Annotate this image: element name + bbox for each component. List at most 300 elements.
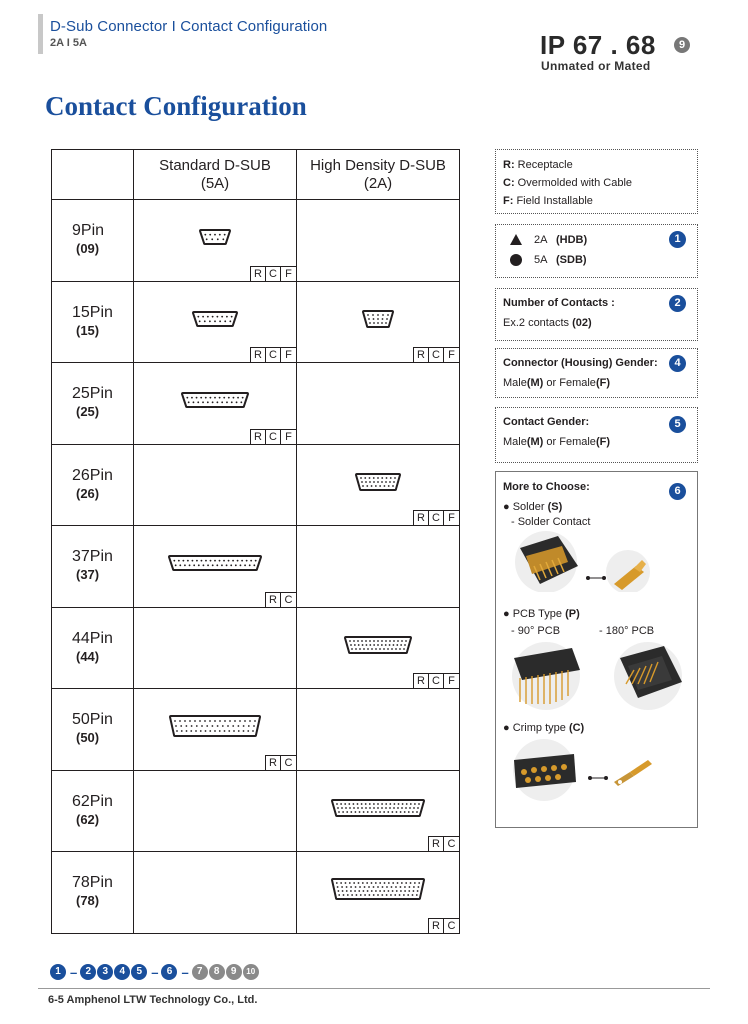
high-density-dsub-cell bbox=[297, 607, 460, 689]
connector-pin bbox=[373, 894, 375, 896]
connector-pin bbox=[371, 890, 373, 892]
footer-divider bbox=[38, 988, 710, 989]
connector-pin bbox=[182, 560, 184, 562]
connector-pin bbox=[343, 894, 345, 896]
connector-pin bbox=[418, 803, 420, 805]
connector-pin bbox=[350, 890, 352, 892]
col-standard-sub: (5A) bbox=[200, 174, 230, 192]
pin-label: 25Pin bbox=[72, 385, 113, 402]
connector-pin bbox=[366, 644, 368, 646]
connector-pin bbox=[377, 886, 379, 888]
connector-pin bbox=[221, 564, 223, 566]
connector-pin bbox=[365, 803, 367, 805]
connector-pin bbox=[377, 640, 379, 642]
connector-pin bbox=[359, 811, 361, 813]
connector-pin bbox=[227, 725, 229, 727]
connector-pin bbox=[351, 648, 353, 650]
housing-female-code: (F) bbox=[595, 377, 610, 389]
col-hd-sub: (2A) bbox=[363, 174, 393, 192]
connector-pin bbox=[382, 886, 384, 888]
connector-pin bbox=[181, 730, 183, 732]
connector-pin bbox=[217, 238, 219, 240]
standard-options bbox=[250, 266, 296, 281]
legend-number-of-contacts bbox=[495, 288, 698, 341]
pin-code: (37) bbox=[76, 567, 100, 582]
connector-pin bbox=[188, 401, 190, 403]
connector-pin bbox=[189, 564, 191, 566]
table-header-blank bbox=[52, 150, 134, 200]
option-r: R bbox=[266, 593, 281, 607]
connector-pin bbox=[175, 564, 177, 566]
high-density-connector-icon bbox=[343, 635, 413, 655]
connector-pin bbox=[209, 397, 211, 399]
connector-pin bbox=[219, 320, 221, 322]
connector-pin bbox=[190, 730, 192, 732]
connector-pin bbox=[398, 803, 400, 805]
legend-housing-gender bbox=[495, 348, 698, 398]
connector-pin bbox=[391, 811, 393, 813]
pin-label: 9Pin bbox=[72, 222, 105, 239]
sequence-dash: – bbox=[181, 964, 189, 980]
connector-pin bbox=[345, 882, 347, 884]
high-density-dsub-cell bbox=[297, 281, 460, 363]
option-r: R bbox=[414, 511, 429, 525]
connector-pin bbox=[353, 807, 355, 809]
table-row bbox=[52, 770, 460, 852]
connector-pin bbox=[404, 890, 406, 892]
contacts-code: (02) bbox=[572, 317, 592, 329]
connector-pin bbox=[382, 318, 384, 320]
connector-pin bbox=[221, 401, 223, 403]
high-density-dsub-cell bbox=[297, 852, 460, 934]
connector-pin bbox=[368, 886, 370, 888]
connector-pin bbox=[401, 807, 403, 809]
connector-pin bbox=[368, 894, 370, 896]
pin-code: (25) bbox=[76, 404, 100, 419]
connector-pin bbox=[377, 807, 379, 809]
connector-pin bbox=[416, 811, 418, 813]
connector-pin bbox=[400, 890, 402, 892]
pcb-180-label: - 180° PCB bbox=[599, 625, 655, 637]
connector-pin bbox=[363, 890, 365, 892]
connector-pin bbox=[381, 894, 383, 896]
connector-pin bbox=[418, 886, 420, 888]
badge-4: 4 bbox=[669, 355, 686, 372]
high-density-dsub-cell bbox=[297, 526, 460, 608]
connector-pin bbox=[229, 320, 231, 322]
connector-pin bbox=[363, 811, 365, 813]
option-f: F bbox=[448, 512, 455, 524]
option-r: R bbox=[251, 430, 266, 444]
connector-pin bbox=[369, 803, 371, 805]
connector-pin bbox=[234, 720, 236, 722]
connector-pin bbox=[417, 807, 419, 809]
connector-pin bbox=[357, 807, 359, 809]
connector-pin bbox=[214, 320, 216, 322]
table-row bbox=[52, 281, 460, 363]
connector-pin bbox=[413, 890, 415, 892]
connector-pin bbox=[367, 890, 369, 892]
connector-pin bbox=[191, 725, 193, 727]
sequence-step: 7 bbox=[192, 964, 208, 980]
connector-pin bbox=[397, 807, 399, 809]
connector-pin bbox=[209, 720, 211, 722]
option-c: C bbox=[266, 430, 281, 444]
more-to-choose-panel bbox=[495, 471, 698, 828]
connector-pin bbox=[226, 315, 228, 317]
connector-pin bbox=[236, 401, 238, 403]
connector-pin bbox=[176, 730, 178, 732]
connector-pin bbox=[371, 811, 373, 813]
option-f: F bbox=[448, 349, 455, 361]
sdb-value: 5A bbox=[534, 254, 548, 266]
connector-pin bbox=[412, 894, 414, 896]
connector-pin bbox=[385, 640, 387, 642]
connector-pin bbox=[173, 560, 175, 562]
connector-pin bbox=[375, 485, 377, 487]
high-density-options bbox=[428, 918, 459, 933]
cg-or: or Female bbox=[546, 436, 596, 448]
high-density-options bbox=[413, 673, 459, 688]
connector-pin bbox=[199, 320, 201, 322]
option-c: C bbox=[266, 267, 281, 281]
connector-pin bbox=[244, 720, 246, 722]
connector-pin bbox=[401, 882, 403, 884]
connector-pin bbox=[199, 720, 201, 722]
sequence-dash: – bbox=[70, 964, 78, 980]
connector-pin bbox=[389, 803, 391, 805]
legend-contact-gender bbox=[495, 407, 698, 463]
standard-dsub-cell bbox=[134, 444, 297, 526]
housing-options bbox=[503, 377, 610, 389]
connector-pin bbox=[353, 640, 355, 642]
connector-pin bbox=[214, 730, 216, 732]
standard-options bbox=[265, 755, 296, 770]
connector-pin bbox=[353, 882, 355, 884]
connector-pin bbox=[414, 882, 416, 884]
section-title: Contact Configuration bbox=[45, 91, 307, 121]
standard-dsub-cell bbox=[134, 363, 297, 445]
legend-f-text: Field Installable bbox=[516, 195, 593, 207]
connector-pin bbox=[356, 894, 358, 896]
connector-pin bbox=[212, 725, 214, 727]
connector-pin bbox=[379, 890, 381, 892]
connector-pin bbox=[254, 720, 256, 722]
pin-code: (26) bbox=[76, 485, 100, 501]
high-density-options bbox=[413, 347, 459, 362]
connector-pin bbox=[249, 564, 251, 566]
connector-pin bbox=[204, 720, 206, 722]
connector-pin bbox=[216, 564, 218, 566]
connector-pin bbox=[381, 803, 383, 805]
connector-pin bbox=[377, 322, 379, 324]
contacts-example-text: Ex.2 contacts bbox=[503, 317, 570, 329]
connector-pin bbox=[200, 397, 202, 399]
connector-pin bbox=[338, 890, 340, 892]
connector-pin bbox=[357, 803, 359, 805]
connector-pin bbox=[341, 807, 343, 809]
connector-pin bbox=[362, 485, 364, 487]
option-f: F bbox=[285, 349, 292, 361]
connector-pin bbox=[381, 644, 383, 646]
high-density-dsub-cell bbox=[297, 770, 460, 852]
connector-pin bbox=[381, 640, 383, 642]
connector-pin bbox=[369, 640, 371, 642]
table-header-row bbox=[52, 150, 460, 200]
connector-pin bbox=[205, 730, 207, 732]
connector-pin bbox=[379, 648, 381, 650]
connector-pin bbox=[336, 803, 338, 805]
pin-count-cell bbox=[52, 444, 134, 526]
connector-pin bbox=[373, 318, 375, 320]
sequence-step: 8 bbox=[209, 964, 225, 980]
option-c: C bbox=[429, 674, 444, 688]
standard-dsub-cell bbox=[134, 607, 297, 689]
connector-pin bbox=[403, 894, 405, 896]
connector-pin bbox=[385, 481, 387, 483]
standard-connector-icon bbox=[168, 714, 262, 738]
pin-code: (44) bbox=[76, 648, 100, 664]
housing-or: or Female bbox=[546, 377, 596, 389]
high-density-dsub-cell bbox=[297, 363, 460, 445]
connector-pin bbox=[389, 481, 391, 483]
contacts-example bbox=[503, 317, 592, 329]
connector-pin bbox=[243, 730, 245, 732]
connector-pin bbox=[195, 730, 197, 732]
connector-pin bbox=[243, 725, 245, 727]
table-row bbox=[52, 852, 460, 934]
pin-label: 44Pin bbox=[72, 629, 113, 647]
standard-connector-icon bbox=[191, 310, 239, 328]
pin-count-cell bbox=[52, 526, 134, 608]
connector-pin bbox=[373, 322, 375, 324]
connector-pin bbox=[365, 807, 367, 809]
connector-pin bbox=[204, 320, 206, 322]
legend-c-key: C: bbox=[503, 177, 515, 189]
connector-pin bbox=[204, 234, 206, 236]
option-r: R bbox=[266, 756, 281, 770]
connector-pin bbox=[360, 894, 362, 896]
connector-pin bbox=[350, 886, 352, 888]
connector-pin bbox=[394, 894, 396, 896]
connector-pin bbox=[209, 730, 211, 732]
pin-count-cell bbox=[52, 689, 134, 771]
crimp-code: (C) bbox=[568, 722, 585, 734]
header-title: D-Sub Connector I Contact Configuration bbox=[50, 18, 328, 35]
connector-pin bbox=[396, 644, 398, 646]
pin-code: (09) bbox=[76, 241, 100, 256]
connector-pin bbox=[212, 315, 214, 317]
solder-sub: - Solder Contact bbox=[511, 516, 591, 528]
connector-pin bbox=[351, 894, 353, 896]
high-density-connector-icon bbox=[330, 877, 426, 901]
connector-pin bbox=[219, 397, 221, 399]
header-accent-bar bbox=[38, 14, 43, 54]
option-c: C bbox=[447, 838, 456, 850]
connector-pin bbox=[412, 811, 414, 813]
connector-pin bbox=[373, 640, 375, 642]
connector-pin bbox=[417, 890, 419, 892]
connector-pin bbox=[393, 807, 395, 809]
connector-pin bbox=[336, 882, 338, 884]
option-r: R bbox=[414, 674, 429, 688]
connector-pin bbox=[377, 894, 379, 896]
connector-shell bbox=[200, 230, 230, 244]
connector-pin bbox=[379, 882, 381, 884]
connector-pin bbox=[255, 560, 257, 562]
standard-options bbox=[250, 347, 296, 362]
connector-pin bbox=[228, 730, 230, 732]
connector-pin bbox=[233, 397, 235, 399]
connector-pin bbox=[364, 886, 366, 888]
connector-pin bbox=[389, 640, 391, 642]
connector-pin bbox=[386, 477, 388, 479]
connector-pin bbox=[238, 725, 240, 727]
connector-pin bbox=[377, 477, 379, 479]
pin-code: (15) bbox=[76, 322, 100, 338]
connector-pin bbox=[194, 720, 196, 722]
contact-gender-title: Contact Gender: bbox=[503, 416, 590, 428]
connector-pin bbox=[361, 640, 363, 642]
connector-pin bbox=[344, 803, 346, 805]
option-c: C bbox=[284, 593, 293, 606]
connector-pin bbox=[237, 560, 239, 562]
option-r: R bbox=[251, 348, 266, 362]
connector-pin bbox=[391, 886, 393, 888]
connector-pin bbox=[174, 720, 176, 722]
connector-pin bbox=[348, 803, 350, 805]
connector-pin bbox=[387, 314, 389, 316]
connector-pin bbox=[396, 890, 398, 892]
standard-connector-icon bbox=[198, 228, 232, 246]
connector-pin bbox=[206, 238, 208, 240]
connector-pin bbox=[232, 725, 234, 727]
connector-pin bbox=[193, 401, 195, 403]
high-density-options bbox=[413, 510, 459, 525]
high-density-dsub-cell bbox=[297, 689, 460, 771]
high-density-dsub-cell bbox=[297, 200, 460, 282]
option-f: F bbox=[285, 430, 292, 443]
connector-pin bbox=[367, 811, 369, 813]
housing-male: Male bbox=[503, 377, 527, 389]
connector-pin bbox=[184, 564, 186, 566]
connector-pin bbox=[395, 648, 397, 650]
connector-pin bbox=[383, 811, 385, 813]
connector-pin bbox=[250, 560, 252, 562]
connector-pin bbox=[232, 560, 234, 562]
connector-pin bbox=[219, 720, 221, 722]
connector-pin bbox=[186, 730, 188, 732]
high-density-connector-icon bbox=[354, 472, 402, 492]
badge-2: 2 bbox=[669, 295, 686, 312]
pin-count-cell bbox=[52, 770, 134, 852]
connector-pin bbox=[214, 397, 216, 399]
connector-pin bbox=[192, 560, 194, 562]
connector-pin bbox=[345, 807, 347, 809]
connector-pin bbox=[248, 725, 250, 727]
connector-pin bbox=[238, 730, 240, 732]
solder-connector-photo bbox=[510, 530, 660, 592]
option-f: F bbox=[448, 675, 455, 687]
housing-male-code: (M) bbox=[526, 377, 544, 389]
triangle-icon bbox=[510, 234, 522, 245]
connector-pin bbox=[203, 564, 205, 566]
connector-pin bbox=[210, 560, 212, 562]
legend-density bbox=[495, 224, 698, 278]
connector-pin bbox=[246, 560, 248, 562]
sequence-dash: – bbox=[151, 964, 159, 980]
connector-pin bbox=[217, 725, 219, 727]
sdb-code: (SDB) bbox=[556, 254, 587, 266]
connector-pin bbox=[186, 397, 188, 399]
badge-1: 1 bbox=[669, 231, 686, 248]
connector-pin bbox=[386, 318, 388, 320]
connector-pin bbox=[201, 725, 203, 727]
connector-pin bbox=[202, 401, 204, 403]
connector-pin bbox=[197, 315, 199, 317]
ip-rating: IP 67 . 68 bbox=[540, 30, 656, 60]
connector-pin bbox=[413, 886, 415, 888]
connector-pin bbox=[375, 882, 377, 884]
config-sequence bbox=[50, 964, 260, 980]
connector-pin bbox=[353, 803, 355, 805]
connector-pin bbox=[247, 730, 249, 732]
hdb-value: 2A bbox=[534, 234, 548, 246]
connector-pin bbox=[368, 318, 370, 320]
option-r: R bbox=[429, 837, 444, 851]
connector-pin bbox=[338, 894, 340, 896]
option-r: R bbox=[429, 919, 444, 933]
connector-pin bbox=[375, 648, 377, 650]
connector-pin bbox=[409, 886, 411, 888]
connector-pin bbox=[377, 314, 379, 316]
connector-pin bbox=[233, 730, 235, 732]
standard-dsub-cell bbox=[134, 689, 297, 771]
option-c: C bbox=[447, 919, 456, 932]
solder-option: ● Solder (S) bbox=[503, 501, 563, 513]
connector-pin bbox=[361, 803, 363, 805]
connector-pin bbox=[387, 648, 389, 650]
connector-pin bbox=[399, 648, 401, 650]
ip-badge: 9 bbox=[674, 37, 690, 53]
connector-pin bbox=[386, 894, 388, 896]
connector-pin bbox=[226, 564, 228, 566]
legend-r-key: R: bbox=[503, 159, 515, 171]
connector-pin bbox=[387, 811, 389, 813]
connector-pin bbox=[212, 564, 214, 566]
connector-pin bbox=[414, 803, 416, 805]
col-standard-title: Standard D-SUB bbox=[159, 156, 271, 174]
connector-pin bbox=[375, 811, 377, 813]
connector-pin bbox=[366, 882, 368, 884]
sequence-step: 9 bbox=[226, 964, 242, 980]
connector-pin bbox=[369, 477, 371, 479]
connector-pin bbox=[404, 644, 406, 646]
connector-pin bbox=[382, 314, 384, 316]
connector-pin bbox=[207, 401, 209, 403]
connector-pin bbox=[209, 234, 211, 236]
connector-pin bbox=[410, 882, 412, 884]
connector-pin bbox=[364, 477, 366, 479]
connector-pin bbox=[362, 644, 364, 646]
connector-pin bbox=[393, 644, 395, 646]
more-title: More to Choose: bbox=[503, 481, 590, 493]
connector-pin bbox=[231, 315, 233, 317]
table-row bbox=[52, 363, 460, 445]
connector-pin bbox=[202, 315, 204, 317]
connector-pin bbox=[235, 564, 237, 566]
connector-pin bbox=[369, 807, 371, 809]
